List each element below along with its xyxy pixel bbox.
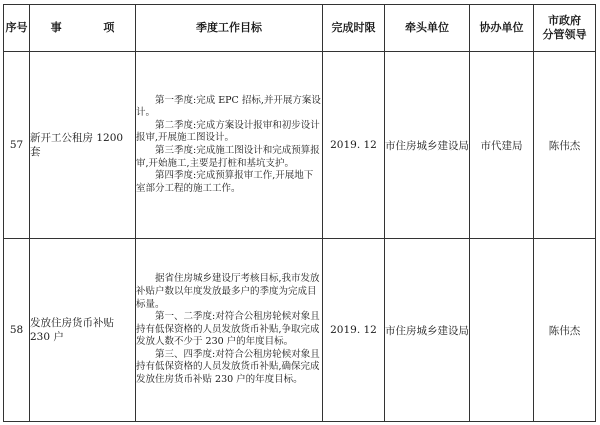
- row-item: 新开工公租房 1200 套: [30, 52, 136, 239]
- goal-paragraph: 第一季度:完成 EPC 招标,并开展方案设计。: [136, 94, 321, 119]
- row-goals: [136, 239, 323, 422]
- row-deadline: 2019. 12: [323, 239, 385, 422]
- goal-paragraph: 第三、四季度:对符合公租房轮候对象且持有低保资格的人员发放货币补贴,确保完成发放住房货币补贴 230 户的年度目标。: [136, 348, 320, 386]
- row-leader: 陈伟杰: [534, 52, 596, 239]
- row-number: 57: [4, 52, 30, 239]
- table-row: [4, 52, 596, 239]
- goal-paragraph: 第一、二季度:对符合公租房轮候对象且持有低保资格的人员发放货币补贴,争取完成发放人数不少于 230 户的年度目标。: [136, 311, 320, 348]
- goal-paragraph: 第三季度:完成施工图设计和完成预算报审,开始施工,主要是打桩和基坑支护。: [136, 145, 320, 169]
- table-row: [4, 239, 596, 422]
- row-deadline: 2019. 12: [323, 52, 385, 239]
- work-target-table: [3, 4, 596, 422]
- header-item-part1: 事: [50, 21, 62, 34]
- row-number: 58: [4, 239, 30, 422]
- header-goal: 季度工作目标: [136, 5, 323, 52]
- header-row: [4, 5, 596, 52]
- header-leader: [534, 5, 596, 52]
- goal-paragraph: 第四季度:完成预算报审工作,开展地下室部分工程的施工工作。: [136, 170, 314, 194]
- goal-paragraph: 据省住房城乡建设厅考核目标,我市发放补贴户数以年度发放最多户的季度为完成目标量。: [136, 273, 320, 310]
- row-leader: 陈伟杰: [534, 239, 596, 422]
- header-item-part2: 项: [103, 21, 115, 34]
- header-no: 序号: [4, 5, 30, 52]
- header-leader-line2: 分管领导: [542, 28, 587, 41]
- header-leader-line1: 市政府: [548, 14, 581, 27]
- goal-paragraph: 第二季度:完成方案设计报审和初步设计报审,开展施工图设计。: [136, 119, 320, 144]
- row-item: 发放住房货币补贴 230 户: [30, 239, 136, 422]
- header-item: [30, 5, 136, 52]
- row-goals: [136, 52, 323, 239]
- row-lead-unit: 市住房城乡建设局: [385, 239, 470, 422]
- header-deadline: 完成时限: [323, 5, 385, 52]
- header-assist-unit: 协办单位: [470, 5, 534, 52]
- header-lead-unit: 牵头单位: [385, 5, 470, 52]
- row-assist-unit: [470, 239, 534, 422]
- row-assist-unit: 市代建局: [470, 52, 534, 239]
- row-lead-unit: 市住房城乡建设局: [385, 52, 470, 239]
